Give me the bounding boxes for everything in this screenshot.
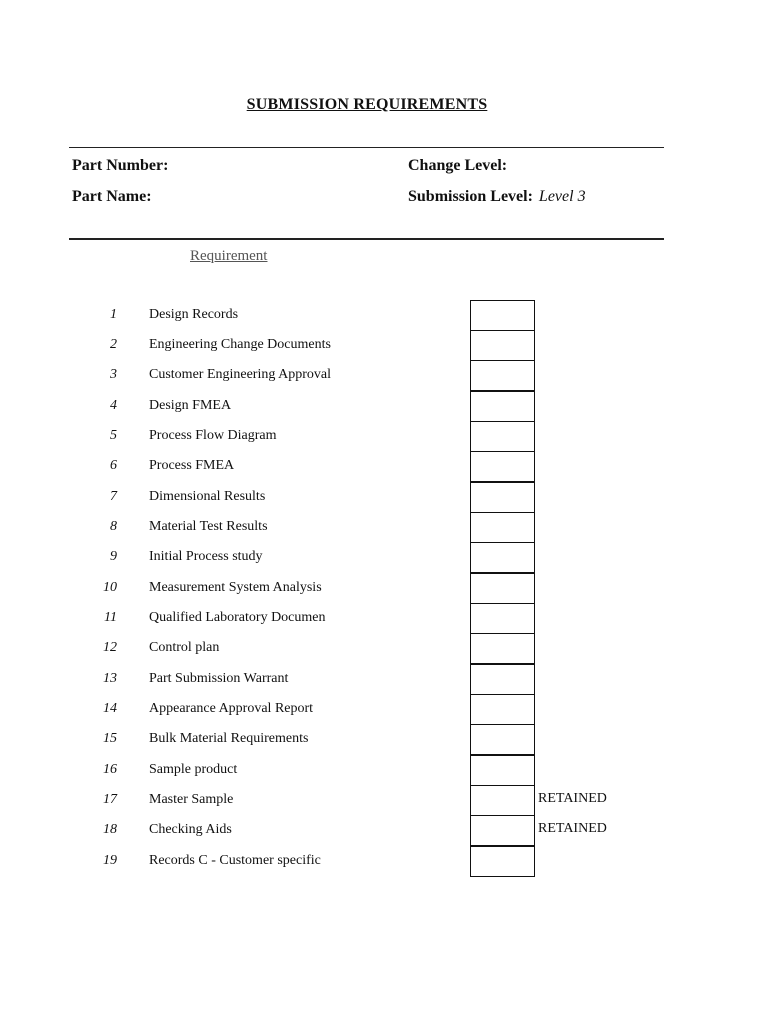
requirement-number: 6 xyxy=(110,458,117,473)
requirement-name: Material Test Results xyxy=(149,519,268,534)
requirement-row xyxy=(0,694,768,724)
requirement-row xyxy=(0,815,768,845)
header-top-rule xyxy=(69,147,664,148)
requirement-checkbox[interactable] xyxy=(470,785,535,816)
requirement-row xyxy=(0,300,768,330)
requirement-name: Checking Aids xyxy=(149,822,232,837)
requirement-number: 12 xyxy=(103,640,117,655)
requirement-name: Initial Process study xyxy=(149,549,263,564)
requirement-checkbox[interactable] xyxy=(470,391,535,422)
requirement-checkbox[interactable] xyxy=(470,846,535,877)
part-number-field xyxy=(72,157,174,175)
requirement-row xyxy=(0,542,768,572)
requirement-number: 8 xyxy=(110,519,117,534)
requirement-number: 4 xyxy=(110,398,117,413)
requirement-checkbox[interactable] xyxy=(470,360,535,391)
requirement-number: 1 xyxy=(110,307,117,322)
change-level-field xyxy=(408,157,513,175)
requirement-row xyxy=(0,785,768,815)
requirement-checkbox[interactable] xyxy=(470,421,535,452)
requirement-row xyxy=(0,391,768,421)
requirement-number: 15 xyxy=(103,731,117,746)
requirement-row xyxy=(0,330,768,360)
requirement-row xyxy=(0,512,768,542)
submission-level-value: Level 3 xyxy=(538,188,586,205)
requirement-row xyxy=(0,421,768,451)
requirement-name: Design FMEA xyxy=(149,398,232,413)
requirement-row xyxy=(0,724,768,754)
header-bottom-rule xyxy=(69,238,664,240)
requirement-name: Records C - Customer specific xyxy=(149,853,321,868)
requirement-checkbox[interactable] xyxy=(470,694,535,725)
requirement-checkbox[interactable] xyxy=(470,482,535,513)
requirement-row xyxy=(0,482,768,512)
requirement-checkbox[interactable] xyxy=(470,633,535,664)
requirement-name: Design Records xyxy=(149,307,239,322)
requirement-checkbox[interactable] xyxy=(470,815,535,846)
requirement-number: 2 xyxy=(110,337,117,352)
change-level-label: Change Level: xyxy=(408,157,508,174)
requirement-number: 5 xyxy=(110,428,117,443)
requirement-name: Appearance Approval Report xyxy=(149,701,314,716)
requirement-number: 10 xyxy=(103,580,117,595)
requirement-checkbox[interactable] xyxy=(470,512,535,543)
part-name-label: Part Name: xyxy=(72,188,152,205)
requirement-note: RETAINED xyxy=(538,821,607,836)
requirement-name: Engineering Change Documents xyxy=(149,337,331,352)
requirement-checkbox[interactable] xyxy=(470,724,535,755)
requirement-name: Dimensional Results xyxy=(149,489,266,504)
requirement-heading: Requirement xyxy=(190,248,268,264)
requirement-row xyxy=(0,573,768,603)
requirement-name: Bulk Material Requirements xyxy=(149,731,309,746)
requirement-number: 13 xyxy=(103,671,117,686)
requirement-number: 17 xyxy=(103,792,117,807)
requirement-name: Customer Engineering Approval xyxy=(149,367,331,382)
requirement-checkbox[interactable] xyxy=(470,603,535,634)
requirement-name: Process FMEA xyxy=(149,458,235,473)
requirement-number: 19 xyxy=(103,853,117,868)
requirement-number: 16 xyxy=(103,762,117,777)
requirement-row xyxy=(0,633,768,663)
requirement-checkbox[interactable] xyxy=(470,300,535,331)
requirement-row xyxy=(0,846,768,876)
requirement-number: 9 xyxy=(110,549,117,564)
requirement-name: Qualified Laboratory Documen xyxy=(149,610,326,625)
requirement-name: Sample product xyxy=(149,762,238,777)
requirement-row xyxy=(0,451,768,481)
requirement-name: Measurement System Analysis xyxy=(149,580,322,595)
requirement-checkbox[interactable] xyxy=(470,330,535,361)
requirement-checkbox[interactable] xyxy=(470,451,535,482)
requirement-checkbox[interactable] xyxy=(470,755,535,786)
requirement-name: Master Sample xyxy=(149,792,234,807)
requirement-number: 18 xyxy=(103,822,117,837)
requirement-row xyxy=(0,755,768,785)
requirement-number: 7 xyxy=(110,489,117,504)
requirement-row xyxy=(0,664,768,694)
requirement-number: 11 xyxy=(104,610,117,625)
submission-level-field xyxy=(408,188,586,206)
requirement-name: Part Submission Warrant xyxy=(149,671,289,686)
requirement-checkbox[interactable] xyxy=(470,664,535,695)
submission-level-label: Submission Level: xyxy=(408,188,533,205)
requirement-name: Process Flow Diagram xyxy=(149,428,277,443)
requirement-row xyxy=(0,360,768,390)
requirement-name: Control plan xyxy=(149,640,220,655)
part-name-field xyxy=(72,188,158,206)
requirement-note: RETAINED xyxy=(538,791,607,806)
requirement-checkbox[interactable] xyxy=(470,573,535,604)
requirement-number: 3 xyxy=(110,367,117,382)
requirement-row xyxy=(0,603,768,633)
part-number-label: Part Number: xyxy=(72,157,169,174)
document-title: SUBMISSION REQUIREMENTS xyxy=(246,96,488,113)
requirement-number: 14 xyxy=(103,701,117,716)
requirement-checkbox[interactable] xyxy=(470,542,535,573)
